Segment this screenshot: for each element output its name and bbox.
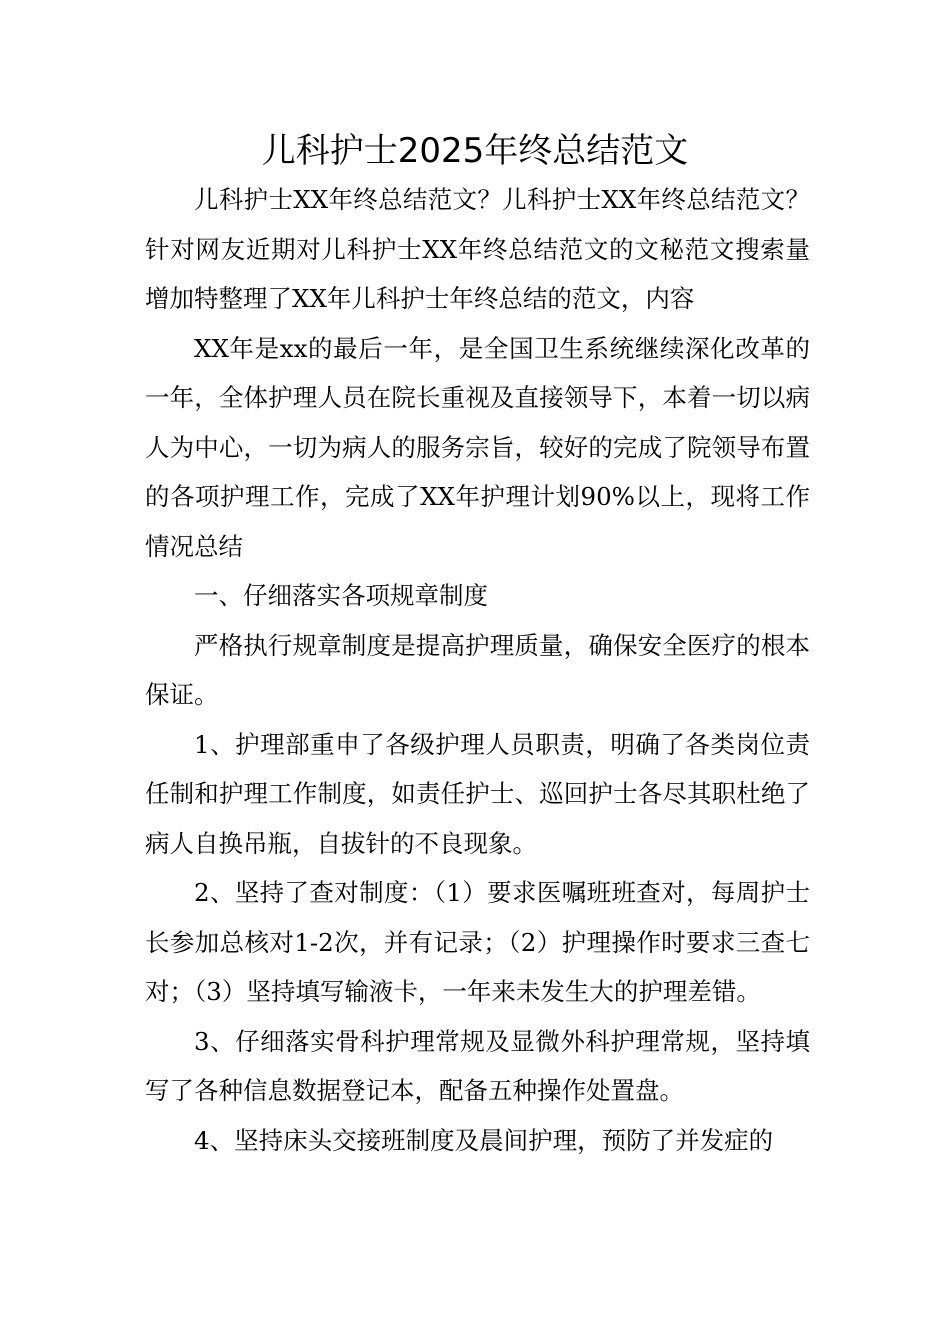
list-item-4: 4、坚持床头交接班制度及晨间护理，预防了并发症的 (194, 1125, 774, 1155)
paragraph-intro: 儿科护士XX年终总结范文？儿科护士XX年终总结范文？针对网友近期对儿科护士XX年终总结范文的文秘范文搜索量增加特整理了XX年儿科护士年终总结的范文，内容 (145, 185, 810, 313)
document-title: 儿科护士2025年终总结范文 (261, 131, 689, 171)
document-body (145, 175, 810, 1165)
section-heading-1: 一、仔细落实各项规章制度 (194, 581, 488, 610)
paragraph-section-1: 严格执行规章制度是提高护理质量，确保安全医疗的根本保证。 (145, 630, 810, 709)
list-item-1: 1、护理部重申了各级护理人员职责，明确了各类岗位责任制和护理工作制度，如责任护士、巡回护士各尽其职杜绝了病人自换吊瓶，自拔针的不良现象。 (145, 729, 810, 858)
paragraph-overview: XX年是xx的最后一年，是全国卫生系统继续深化改革的一年，全体护理人员在院长重视及直接领导下，本着一切以病人为中心，一切为病人的服务宗旨，较好的完成了院领导布置的各项护理工作，完成了XX年护理计划90%以上，现将工作情况总结 (145, 333, 810, 561)
list-item-2: 2、坚持了查对制度：（1）要求医嘱班班查对，每周护士长参加总核对1-2次，并有记录；（2）护理操作时要求三查七对；（3）坚持填写输液卡，一年来未发生大的护理差错。 (145, 878, 810, 1006)
list-item-3: 3、仔细落实骨科护理常规及显微外科护理常规，坚持填写了各种信息数据登记本，配备五种操作处置盘。 (145, 1026, 810, 1105)
